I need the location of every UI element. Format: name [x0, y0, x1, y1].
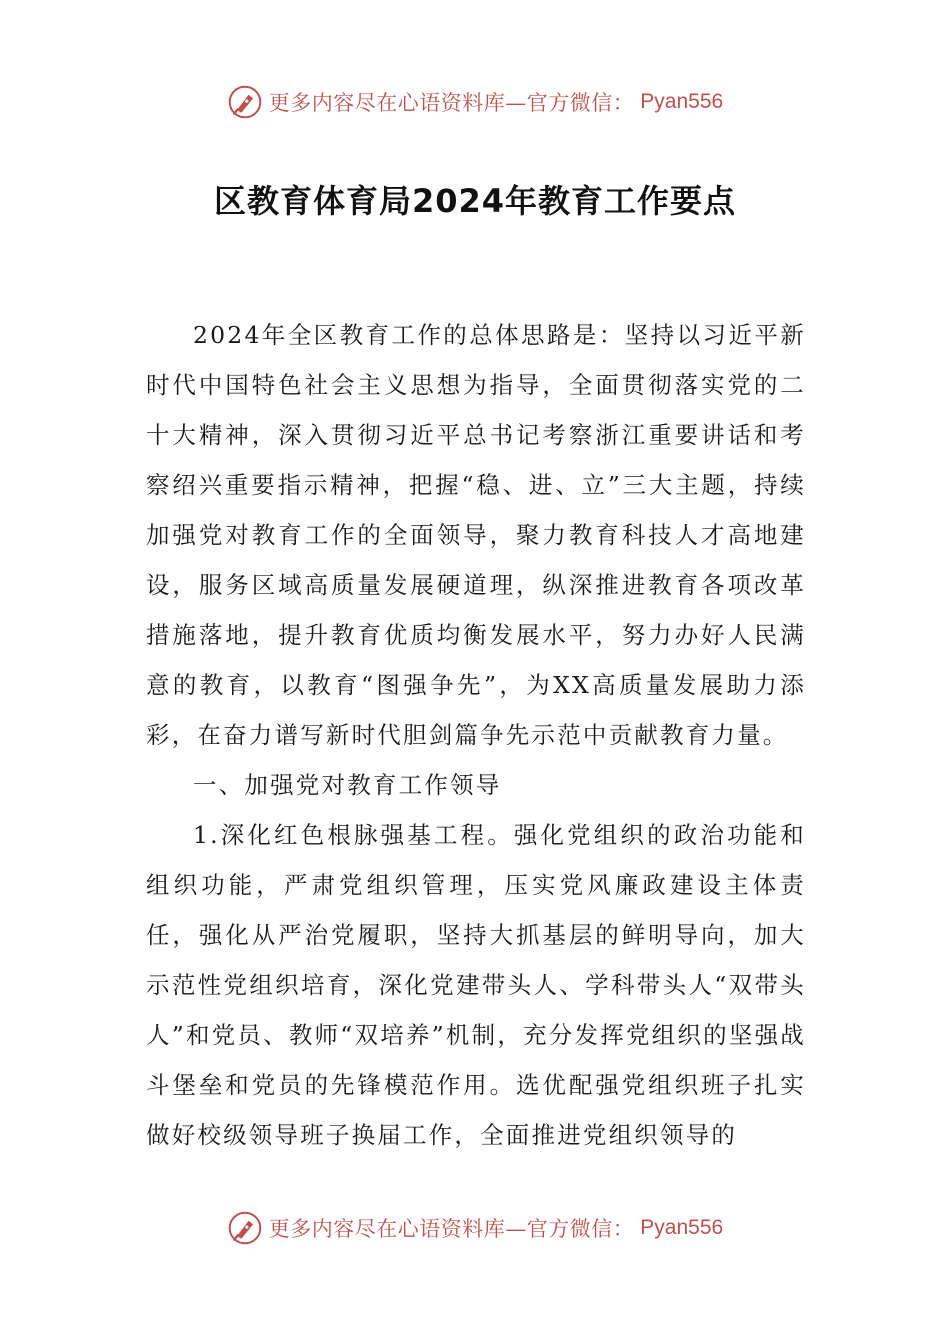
paragraph-item-1: 1.深化红色根脉强基工程。强化党组织的政治功能和组织功能，严肃党组织管理，压实党风廉政建设主体责任，强化从严治党履职，坚持大抓基层的鲜明导向，加大示范性党组织培育，深化党建带头人、学科带头人“双带头人”和党员、教师“双培养”机制，充分发挥党组织的坚强战斗堡垒和党员的先锋模范作用。选优配强党组织班子扎实做好校级领导班子换届工作，全面推进党组织领导的 [146, 821, 806, 1149]
document-title: 区教育体育局2024年教育工作要点 [213, 182, 737, 220]
paragraph-overview: 2024年全区教育工作的总体思路是：坚持以习近平新时代中国特色社会主义思想为指导，全面贯彻落实党的二十大精神，深入贯彻习近平总书记考察浙江重要讲话和考察绍兴重要指示精神，把握“稳、进、立”三大主题，持续加强党对教育工作的全面领导，聚力教育科技人才高地建设，服务区域高质量发展硬道理，纵深推进教育各项改革措施落地，提升教育优质均衡发展水平，努力办好人民满意的教育，以教育“图强争先”，为XX高质量发展助力添彩，在奋力谱写新时代胆剑篇争先示范中贡献教育力量。 [146, 321, 806, 749]
document-body [146, 310, 806, 1160]
pen-nib-logo-icon [227, 1210, 263, 1246]
section-heading: 一、加强党对教育工作领导 [193, 771, 502, 799]
watermark-wechat-id: Pyan556 [640, 90, 724, 113]
footer-watermark [0, 1210, 950, 1246]
watermark-text: 更多内容尽在心语资料库—官方微信： [268, 91, 635, 115]
watermark-wechat-id: Pyan556 [640, 1216, 724, 1239]
watermark-text: 更多内容尽在心语资料库—官方微信： [268, 1217, 635, 1241]
pen-nib-logo-icon [227, 84, 263, 120]
header-watermark [0, 84, 950, 120]
